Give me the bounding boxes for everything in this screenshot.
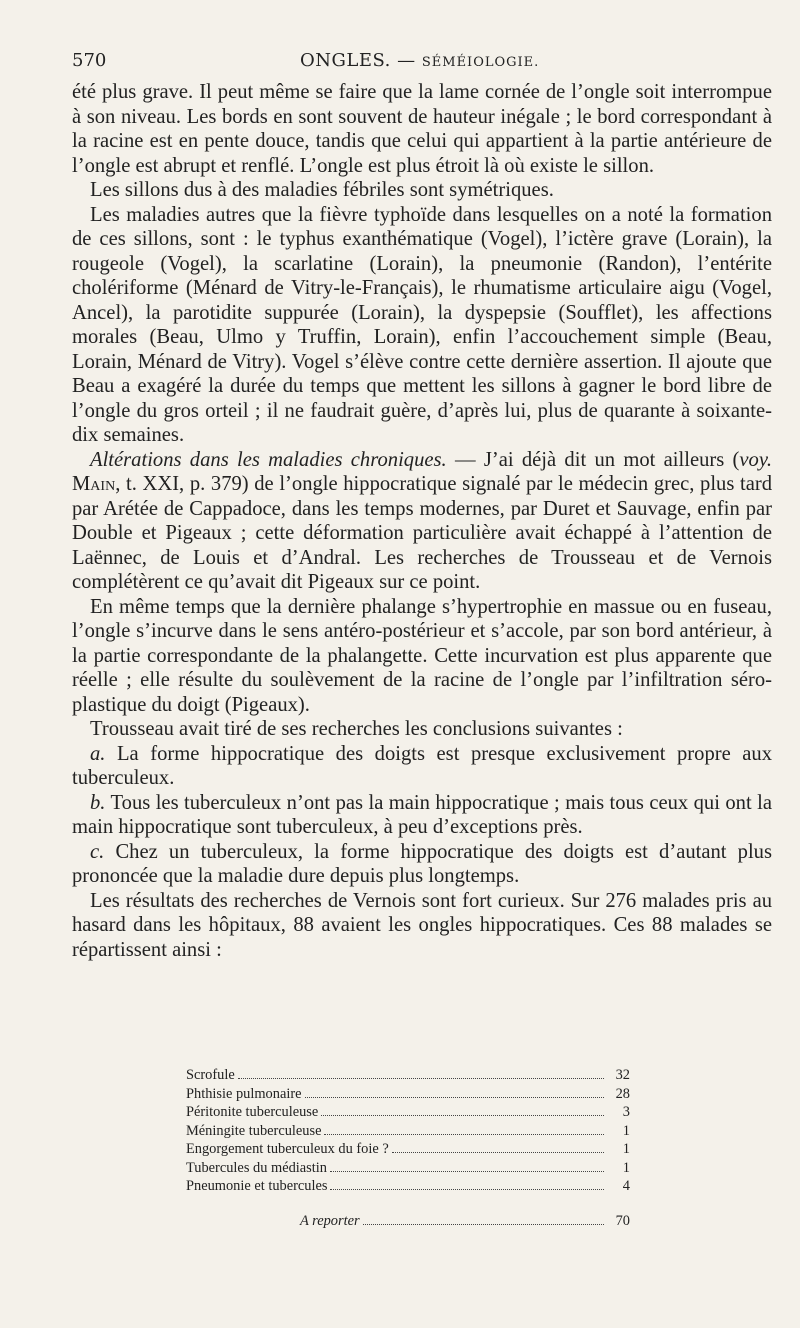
item-letter: b. bbox=[90, 791, 106, 814]
total-label: A reporter bbox=[300, 1213, 360, 1229]
row-label: Phthisie pulmonaire bbox=[186, 1085, 302, 1102]
row-value: 1 bbox=[622, 1141, 630, 1157]
conclusion-item bbox=[72, 840, 772, 889]
paragraph: Les sillons dus à des maladies fébriles sont symétriques. bbox=[90, 179, 554, 201]
paragraph: En même temps que la dernière phalange s’hypertrophie en massue ou en fuseau, l’ongle s’incurve dans le sens antéro-postérieur et s’accole, par son bord antérieur, à la partie correspondante de la phalangette. Cette incurvation est plus apparente que réelle ; elle résulte du soulèvement de la racine de l’ongle par l’infiltration séro-plastique du doigt (Pigeaux). bbox=[72, 595, 772, 716]
leader-dots bbox=[330, 1189, 604, 1190]
title-dash: — bbox=[397, 50, 416, 71]
running-title bbox=[300, 50, 539, 71]
row-value: 1 bbox=[622, 1159, 630, 1176]
paragraph: été plus grave. Il peut même se faire que la lame cornée de l’ongle soit interrompue à son niveau. Les bords en sont souvent de hauteur inégale ; le bord correspondant à la racine est en pente douce, tandis que celui qui appartient à la partie antérieure de l’ongle est abrupt et renflé. L’ongle est plus étroit là où existe le sillon. bbox=[72, 81, 772, 177]
section-heading: Altérations dans les maladies chroniques. bbox=[90, 448, 447, 471]
item-letter: a. bbox=[90, 742, 106, 765]
row-value: 28 bbox=[615, 1085, 630, 1102]
row-label: Tubercules du médiastin bbox=[186, 1159, 327, 1176]
row-value: 3 bbox=[622, 1104, 630, 1120]
leader-dots bbox=[330, 1171, 604, 1172]
row-label: Méningite tuberculeuse bbox=[186, 1122, 322, 1139]
text-run: , t. XXI, p. 379) de l’ongle hippocratique signalé par le médecin grec, plus tard par Arétée de Cappadoce, dans les temps modernes, par Duret et Sauvage, enfin par Double et Pigeaux ; cette déformation particulière avait échappé à l’attention de Laënnec, de Louis et d’Andral. Les recherches de Trousseau et de Vernois complétèrent ce qu’avait dit Pigeaux sur ce point. bbox=[72, 473, 772, 593]
statistics-table bbox=[186, 1066, 630, 1196]
leader-dots bbox=[324, 1134, 604, 1135]
paragraph: Les maladies autres que la fièvre typhoïde dans lesquelles on a noté la formation de ces sillons, sont : le typhus exanthématique (Vogel), l’ictère grave (Lorain), la rougeole (Vogel), la scarlatine (Lorain), la pneumonie (Randon), l’entérite cholériforme (Ménard de Vitry-le-Français), le rhumatisme articulaire aigu (Vogel, Ancel), la parotidite suppurée (Lorain), la dyspepsie (Soufflet), les affections morales (Beau, Ulmo y Truffin, Lorain), enfin l’accouchement simple (Beau, Lorain, Ménard de Vitry). Vogel s’élève contre cette dernière assertion. Il ajoute que Beau a exagéré la durée du temps que mettent les sillons à gagner le bord libre de l’ongle du gros orteil ; il ne faudrait guère, d’après lui, plus de quarante à soixante-dix semaines. bbox=[72, 203, 772, 446]
row-label: Engorgement tuberculeux du foie ? bbox=[186, 1141, 389, 1157]
table-row bbox=[186, 1140, 630, 1159]
leader-dots bbox=[238, 1078, 604, 1079]
table-row bbox=[186, 1122, 630, 1141]
text-run: — J’ai déjà dit un mot ailleurs ( bbox=[446, 448, 740, 471]
text-run: voy. bbox=[739, 448, 772, 471]
item-letter: c. bbox=[90, 840, 105, 863]
total-value: 70 bbox=[615, 1213, 630, 1229]
row-value: 4 bbox=[622, 1178, 630, 1194]
paragraph: Trousseau avait tiré de ses recherches les conclusions suivantes : bbox=[90, 718, 623, 740]
table-row bbox=[186, 1177, 630, 1196]
leader-dots bbox=[363, 1224, 604, 1225]
leader-dots bbox=[321, 1115, 604, 1116]
item-text: Chez un tuberculeux, la forme hippocratique des doigts est d’autant plus prononcée que la maladie dure depuis plus longtemps. bbox=[72, 840, 772, 887]
item-text: La forme hippocratique des doigts est presque exclusivement propre aux tuberculeux. bbox=[72, 742, 772, 789]
conclusion-item bbox=[72, 742, 772, 791]
table-total-row bbox=[300, 1213, 630, 1230]
row-value: 32 bbox=[615, 1067, 630, 1083]
page-number: 570 bbox=[72, 50, 107, 71]
row-label: Scrofule bbox=[186, 1067, 235, 1083]
row-label: Péritonite tuberculeuse bbox=[186, 1104, 319, 1120]
body-text bbox=[72, 80, 772, 962]
conclusion-item bbox=[72, 791, 772, 840]
table-row bbox=[186, 1159, 630, 1178]
table-row bbox=[186, 1085, 630, 1104]
paragraph-chronic bbox=[72, 448, 772, 595]
section-word: SÉMÉIOLOGIE. bbox=[421, 55, 540, 70]
item-text: Tous les tuberculeux n’ont pas la main hippocratique ; mais tous ceux qui ont la main hippocratique sont tuberculeux, à peu d’exceptions près. bbox=[72, 791, 772, 838]
leader-dots bbox=[305, 1097, 604, 1098]
table-row bbox=[186, 1066, 630, 1085]
table-row bbox=[186, 1103, 630, 1122]
row-label: Pneumonie et tubercules bbox=[186, 1178, 328, 1194]
cross-reference: Main bbox=[72, 473, 116, 495]
paragraph: Les résultats des recherches de Vernois sont fort curieux. Sur 276 malades pris au hasard dans les hôpitaux, 88 avaient les ongles hippocratiques. Ces 88 malades se répartissent ainsi : bbox=[72, 889, 772, 961]
title-word: ONGLES. bbox=[300, 50, 391, 71]
leader-dots bbox=[392, 1152, 604, 1153]
row-value: 1 bbox=[622, 1122, 630, 1139]
